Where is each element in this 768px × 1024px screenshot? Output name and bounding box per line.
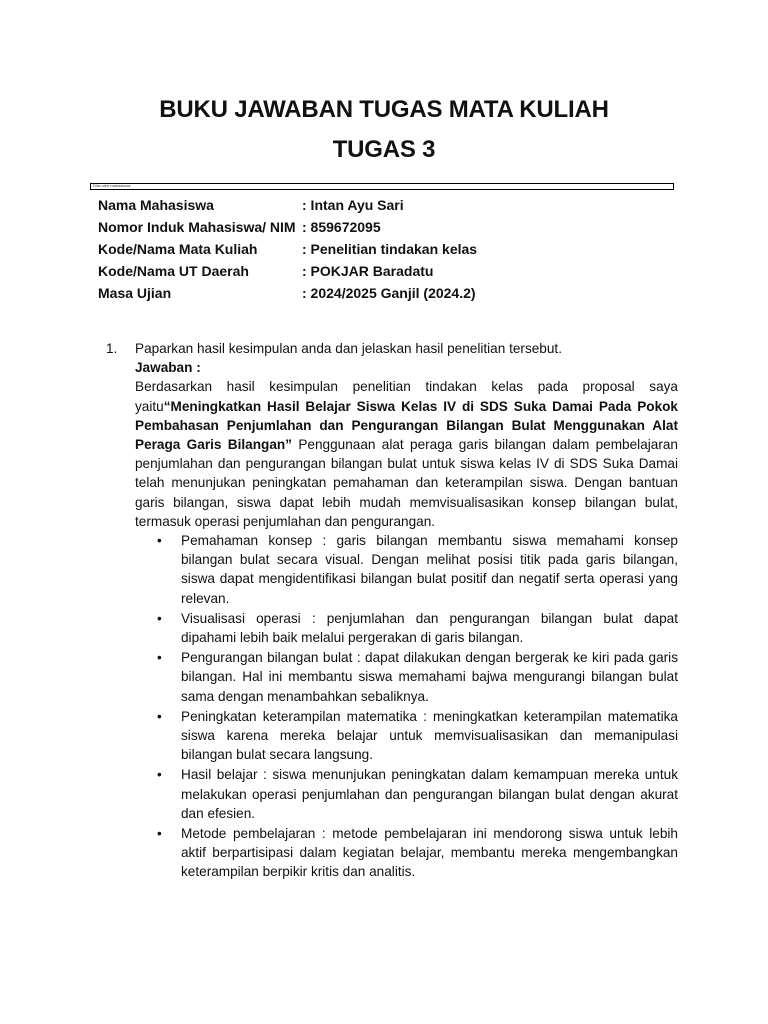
- bullet-text: Pemahaman konsep : garis bilangan membantu siswa memahami konsep bilangan bulat secara visual. Dengan melihat posisi titik pada garis bilangan, siswa dapat mengidentifikasi bilangan bulat positif dan negatif serta operasi yang relevan.: [181, 533, 678, 606]
- identity-value: : 859672095: [302, 219, 381, 235]
- header-rule-box: [90, 183, 674, 190]
- rule-small-text: Diisi oleh mahasiswa: [93, 183, 131, 188]
- list-item: [135, 609, 678, 647]
- bullet-text: Pengurangan bilangan bulat : dapat dilakukan dengan bergerak ke kiri pada garis bilangan. Hal ini membantu siswa memahami bajwa mengurangi bilangan bulat sama dengan menambahkan sebaliknya.: [181, 650, 678, 704]
- bullet-icon: •: [157, 767, 162, 783]
- identity-value: : 2024/2025 Ganjil (2024.2): [302, 285, 476, 301]
- bullet-icon: •: [157, 610, 162, 626]
- question-block: [106, 339, 678, 883]
- list-item: [135, 765, 678, 823]
- answer-intro-post: Penggunaan alat peraga garis bilangan dalam pembelajaran penjumlahan dan pengurangan bilangan bulat untuk siswa kelas IV di SDS Suka Damai telah menunjukan peningkatan pemahaman dan keterampilan siswa. Dengan bantuan garis bilangan, siswa dapat lebih mudah memvisualisasikan konsep bilangan bulat, termasuk operasi penjumlahan dan pengurangan.: [135, 437, 678, 529]
- identity-label: Kode/Nama UT Daerah: [98, 263, 249, 279]
- bullet-text: Metode pembelajaran : metode pembelajaran ini mendorong siswa untuk lebih aktif berpartisipasi dalam kegiatan belajar, membantu mereka mengembangkan keterampilan berpikir kritis dan analitis.: [181, 826, 678, 880]
- list-item: [135, 707, 678, 765]
- answer-bullet-list: [135, 531, 678, 882]
- bullet-icon: •: [157, 826, 162, 842]
- identity-label: Nama Mahasiswa: [98, 197, 214, 213]
- identity-value: : Penelitian tindakan kelas: [302, 241, 478, 257]
- identity-value: : POKJAR Baradatu: [302, 263, 434, 279]
- bullet-text: Hasil belajar : siswa menunjukan peningkatan dalam kemampuan mereka untuk melakukan operasi penjumlahan dan pengurangan bilangan bulat dengan akurat dan efesien.: [181, 767, 678, 821]
- page-subtitle: TUGAS 3: [332, 136, 436, 163]
- page-title: BUKU JAWABAN TUGAS MATA KULIAH: [159, 96, 609, 123]
- bullet-icon: •: [157, 533, 162, 549]
- identity-value: : Intan Ayu Sari: [302, 197, 404, 213]
- answer-intro-pre: Berdasarkan hasil kesimpulan penelitian tindakan kelas pada proposal saya yaitu: [135, 379, 678, 414]
- identity-label: Masa Ujian: [98, 285, 172, 301]
- bullet-text: Visualisasi operasi : penjumlahan dan pengurangan bilangan bulat dapat dipahami lebih baik melalui pergerakan di garis bilangan.: [181, 610, 678, 646]
- identity-label: Kode/Nama Mata Kuliah: [98, 241, 258, 257]
- question-number: 1.: [106, 341, 118, 356]
- proposal-title: “Meningkatkan Hasil Belajar Siswa Kelas IV di SDS Suka Damai Pada Pokok Pembahasan Penjumlahan dan Pengurangan Bilangan Bulat Menggunakan Alat Peraga Garis Bilangan”: [135, 398, 678, 453]
- question-body: [135, 339, 678, 882]
- bullet-text: Peningkatan keterampilan matematika : meningkatkan keterampilan matematika siswa karena mereka belajar untuk memvisualisasikan dan memanipulasi bilangan bulat secara langsung.: [181, 708, 678, 763]
- list-item: [135, 648, 678, 706]
- bullet-icon: •: [157, 708, 162, 724]
- answer-label: Jawaban :: [135, 360, 201, 376]
- identity-label: Nomor Induk Mahasiswa/ NIM: [98, 219, 296, 235]
- question-text: Paparkan hasil kesimpulan anda dan jelaskan hasil penelitian tersebut.: [135, 341, 562, 356]
- list-item: [135, 531, 678, 608]
- bullet-icon: •: [157, 650, 162, 666]
- answer-intro: [135, 377, 678, 531]
- list-item: [135, 824, 678, 882]
